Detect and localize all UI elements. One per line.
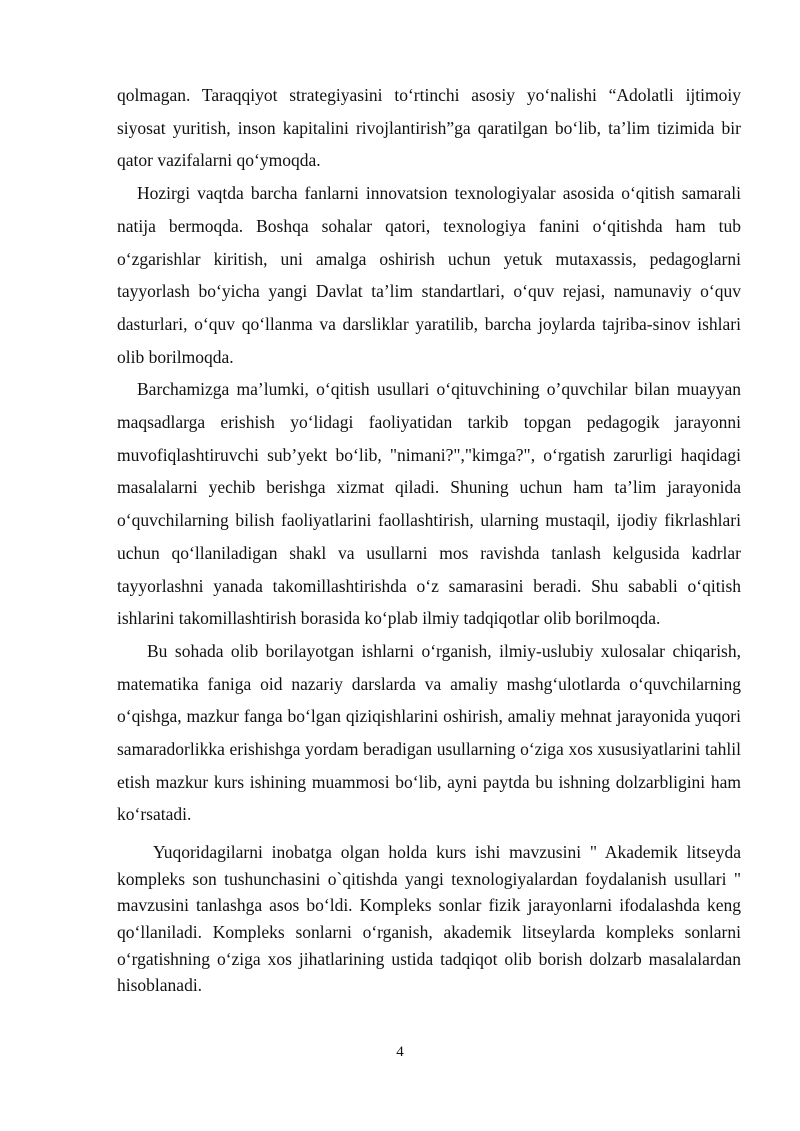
paragraph-2: Hozirgi vaqtda barcha fanlarni innovatsion texnologiyalar asosida o‘qitish samarali natija bermoqda. Boshqa sohalar qatori, texnologiya fanini o‘qitishda ham tub o‘zgarishlar kiritish, uni amalga oshirish uchun yetuk mutaxassis, pedagoglarni tayyorlash bo‘yicha yangi Davlat ta’lim standartlari, o‘quv rejasi, namunaviy o‘quv dasturlari, o‘quv qo‘llanma va darsliklar yaratilib, barcha joylarda tajriba-sinov ishlari olib borilmoqda. (117, 183, 741, 367)
paragraph-4: Bu sohada olib borilayotgan ishlarni o‘rganish, ilmiy-uslubiy xulosalar chiqarish, matematika faniga oid nazariy darslarda va amaliy mashg‘ulotlarda o‘quvchilarning o‘qishga, mazkur fanga bo‘lgan qiziqishlarini oshirish, amaliy mehnat jarayonida yuqori samaradorlikka erishishga yordam beradigan usullarning o‘ziga xos xususiyatlarini tahlil etish mazkur kurs ishining muammosi bo‘lib, ayni paytda bu ishning dolzarbligini ham ko‘rsatadi. (117, 640, 741, 825)
body-text (117, 79, 741, 999)
paragraph-1: qolmagan. Taraqqiyot strategiyasini to‘rtinchi asosiy yo‘nalishi “Adolatli ijtimoiy siyosat yuritish, inson kapitalini rivojlantirish”ga qaratilgan bo‘lib, ta’lim tizimida bir qator vazifalarni qo‘ymoqda. (117, 85, 741, 171)
paragraph-3: Barchamizga ma’lumki, o‘qitish usullari o‘qituvchining o’quvchilar bilan muayyan maqsadlarga erishish yo‘lidagi faoliyatidan tarkib topgan pedagogik jarayonni muvofiqlashtiruvchi sub’yekt bo‘lib, "nimani?","kimga?", o‘rgatish zarurligi haqidagi masalalarni yechib berishga xizmat qiladi. Shuning uchun ham ta’lim jarayonida o‘quvchilarning bilish faoliyatlarini faollashtirish, ularning mustaqil, ijodiy fikrlashlari uchun qo‘llaniladigan shakl va usullarni mos ravishda tanlash kelgusida kadrlar tayyorlashni yanada takomillashtirishda o‘z samarasini beradi. Shu sababli o‘qitish ishlarini takomillashtirish borasida ko‘plab ilmiy tadqiqotlar olib borilmoqda. (117, 379, 741, 629)
page-number: 4 (396, 1044, 404, 1060)
paragraph-5: Yuqoridagilarni inobatga olgan holda kurs ishi mavzusini " Akademik litseyda kompleks son tushunchasini o`qitishda yangi texnologiyalardan foydalanish usullari " mavzusini tanlashga asos bo‘ldi. Kompleks sonlar fizik jarayonlarni ifodalashda keng qo‘llaniladi. Kompleks sonlarni o‘rganish, akademik litseylarda kompleks sonlarni o‘rgatishning o‘ziga xos jihatlarining ustida tadqiqot olib borish dolzarb masalalardan hisoblanadi. (117, 842, 741, 996)
